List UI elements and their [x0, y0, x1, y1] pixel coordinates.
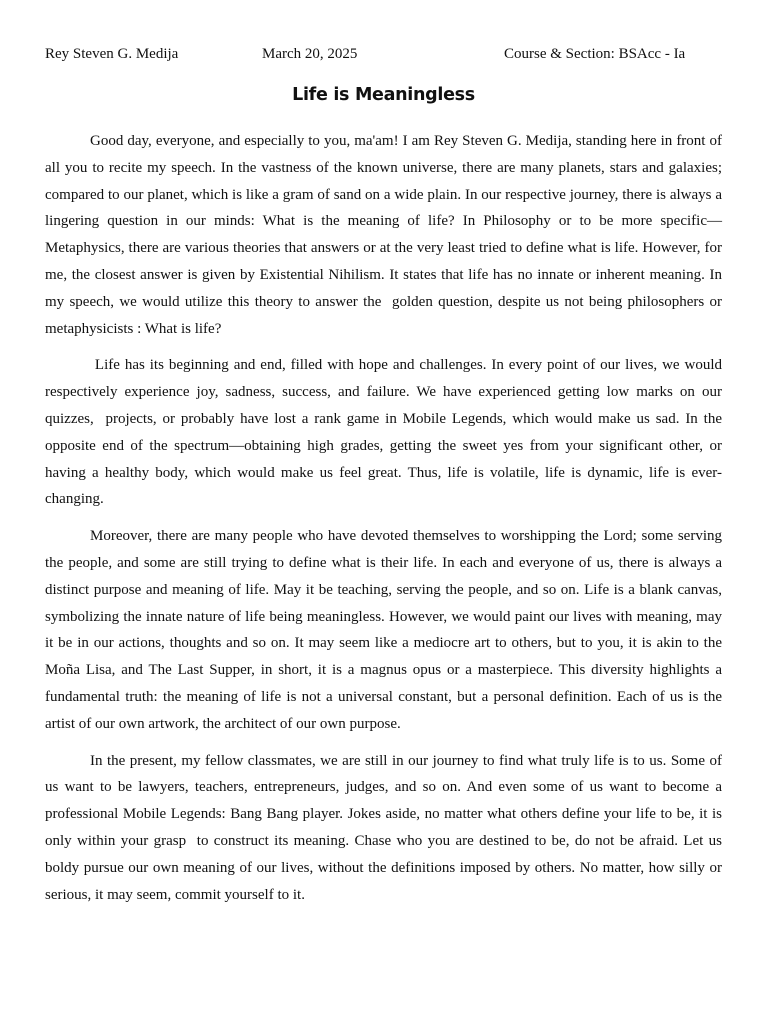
course-section: Course & Section: BSAcc - Ia: [504, 46, 686, 62]
paragraph-1: Good day, everyone, and especially to you, ma'am! I am Rey Steven G. Medija, standing here in front of all you to recite my speech. In the vastness of the known universe, there are many planets, stars and galaxies; compared to our planet, which is like a gram of sand on a wide plain. In our respective journey, there is always a lingering question in our minds: What is the meaning of life? In Philosophy or to be more specific—Metaphysics, there are various theories that answers or at the very least tried to define what is life. However, for me, the closest answer is given by Existential Nihilism. It states that life has no innate or inherent meaning. In my speech, we would utilize this theory to answer the golden question, despite us not being philosophers or metaphysicists : What is life?: [45, 133, 726, 337]
document-header: [45, 46, 722, 66]
author-name: Rey Steven G. Medija: [45, 46, 179, 62]
document-body: [45, 128, 726, 918]
paragraph-3: Moreover, there are many people who have devoted themselves to worshipping the Lord; some serving the people, and some are still trying to define what is their life. In each and everyone of us, there is always a distinct purpose and meaning of life. May it be teaching, serving the people, and so on. Life is a blank canvas, symbolizing the innate nature of life being meaningless. However, we would paint our lives with meaning, may it be in our actions, thoughts and so on. It may seem like a mediocre art to others, but to you, it is akin to the Moña Lisa, and The Last Supper, in short, it is a magnus opus or a masterpiece. This diversity highlights a fundamental truth: the meaning of life is not a universal constant, but a personal definition. Each of us is the artist of our own artwork, the architect of our own purpose.: [45, 528, 726, 732]
paragraph-4: In the present, my fellow classmates, we are still in our journey to find what truly life is to us. Some of us want to be lawyers, teachers, entrepreneurs, judges, and so on. And even some of us want to become a professional Mobile Legends: Bang Bang player. Jokes aside, no matter what others define your life to be, it is only within your grasp to construct its meaning. Chase who you are destined to be, do not be afraid. Let us boldy pursue our own meaning of our lives, without the definitions imposed by others. No matter, how silly or serious, it may seem, commit yourself to it.: [45, 752, 726, 903]
paragraph-2: Life has its beginning and end, filled with hope and challenges. In every point of our lives, we would respectively experience joy, sadness, success, and failure. We have experienced getting low marks on our quizzes, projects, or probably have lost a rank game in Mobile Legends, which would make us sad. In the opposite end of the spectrum—obtaining high grades, getting the sweet yes from your significant other, or having a healthy body, which would make us feel great. Thus, life is volatile, life is dynamic, life is ever-changing.: [45, 357, 726, 508]
document-title: Life is Meaningless: [292, 85, 475, 105]
speech-date: March 20, 2025: [262, 46, 358, 62]
